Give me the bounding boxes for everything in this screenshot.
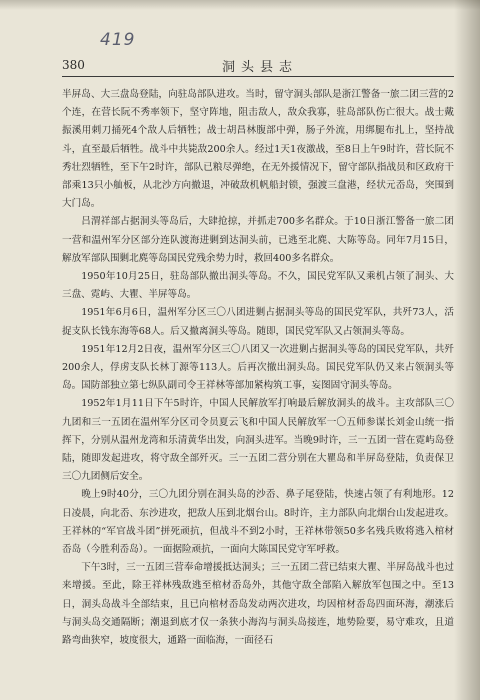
paragraph: 半屏岛、大三盘岛登陆，向驻岛部队进攻。当时，留守洞头部队是浙江警备一旅二团三营的2个连，在营长阮不秀率领下，坚守阵地，阻击敌人，敌众我寡，驻岛部队伤亡很大。战士戴振溪用刺刀捅死4个敌人后牺牲；战士胡昌林腹部中弹，肠子外流，用绑腿布扎上，坚持战斗，直至最后牺牲。战斗中共毙敌200余人。经过1天1夜激战，至8日上午9时许，营长阮不秀壮烈牺牲，至下午2时许，部队已粮尽弹绝，在无外援情况下，留守部队指战员和区政府干部乘13只小舢板，从北沙方向撤退，冲破敌机帆船封锁，强渡三盘港，经状元岙岛，突围到大门岛。 (62, 89, 454, 210)
paragraph: 1951年6月6日，温州军分区三〇八团进剿占据洞头等岛的国民党军队，共歼73人，活捉支队长钱东海等68人。后又撤离洞头等岛。随即，国民党军队又占领洞头等岛。 (62, 307, 454, 337)
page-binding-shadow (454, 0, 480, 700)
page-header (62, 55, 452, 77)
page-top-shadow (0, 0, 480, 10)
running-title: 洞头县志 (222, 60, 299, 75)
paragraph: 下午3时，三一五团三营奉命增援抵达洞头；三一五团二营已结束大瞿、半屏岛战斗也过来增援。至此，除王祥林残敌逃至棺材岙岛外，其他守敌全部陷入解放军包围之中。至13日，洞头岛战斗全部结束，且已向棺材岙岛发动两次进攻，均因棺材岙岛四面环海，潮涨后与洞头岛交通隔断；潮退到底才仅一条狭小海沟与洞头岛接连，地势险要，易守难攻，且道路弯曲狭窄，坡度很大，通路一面临海，一面径石 (62, 562, 454, 647)
paragraph: 1952年1月11日下午5时许，中国人民解放军打响最后解放洞头的战斗。主攻部队三〇九团和三一五团在温州军分区司令员夏云飞和中国人民解放军一〇五师参谋长刘金山统一指挥下，分别从温州龙湾和乐清黄华出发，向洞头进军。当晚9时许，三一五团一营在霓屿岛登陆，随即发起进攻，将守敌全部歼灭。三一五团二营分别在大瞿岛和半屏岛登陆，负责保卫三〇九团侧后安全。 (62, 398, 454, 483)
paragraph: 吕渭祥部占据洞头等岛后，大肆抢掠，并抓走700多名群众。于10日浙江警备一旅二团一营和温州军分区部分连队渡海进剿到达洞头前，已逃至北麂、大陈等岛。同年7月15日，解放军部队围剿北麂等岛国民党残余势力时，救回400多名群众。 (62, 216, 454, 264)
header-rule (62, 76, 454, 77)
paragraph: 1950年10月25日，驻岛部队撤出洞头等岛。不久，国民党军队又乘机占领了洞头、大三盘、霓屿、大瞿、半屏等岛。 (62, 271, 454, 301)
handwritten-note: 419 (100, 30, 136, 50)
paragraph: 晚上9时40分，三〇九团分别在洞头岛的沙岙、鼻子尾登陆，快速占领了有利地形。12日凌晨，向北岙、东沙进攻，把敌人压到北烟台山。8时许，主力部队向北烟台山发起进攻。王祥林的“军官战斗团”拼死顽抗，但战斗不到2小时，王祥林带领50多名残兵败将逃入棺材岙岛（今胜利岙岛）。一面据险顽抗，一面向大陈国民党守军呼救。 (62, 489, 454, 556)
page-number: 380 (62, 58, 85, 72)
paragraph: 1951年12月2日夜，温州军分区三〇八团又一次进剿占据洞头等岛的国民党军队，共歼200余人，俘虏支队长林丁源等113人。后再次撤出洞头岛。国民党军队仍又来占领洞头等岛。国防部独立第七纵队副司令王祥林等部加紧构筑工事，妄图固守洞头等岛。 (62, 343, 454, 392)
body-text (62, 86, 454, 650)
